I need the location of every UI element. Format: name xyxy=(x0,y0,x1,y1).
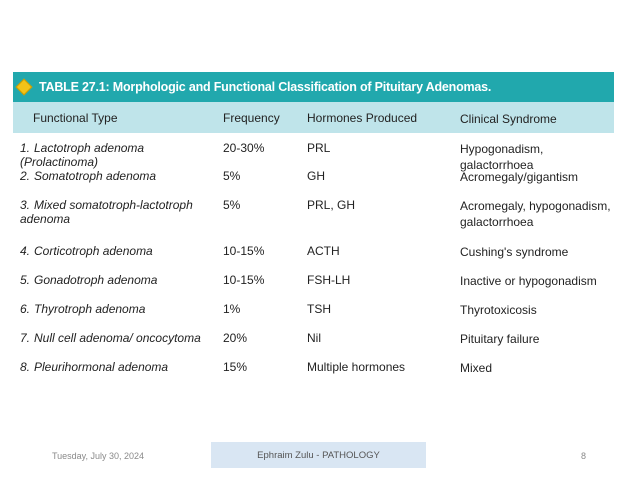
row-type: Gonadotroph adenoma xyxy=(34,273,158,287)
table-title: TABLE 27.1: Morphologic and Functional Classification of Pituitary Adenomas. xyxy=(39,80,492,94)
row-clinical: Pituitary failure xyxy=(460,332,540,346)
row-frequency: 10-15% xyxy=(223,273,265,287)
row-hormones: PRL xyxy=(307,141,331,155)
row-number: 7. xyxy=(20,331,31,345)
pituitary-adenoma-table xyxy=(13,72,614,392)
row-frequency: 20-30% xyxy=(223,141,265,155)
row-frequency: 10-15% xyxy=(223,244,265,258)
row-clinical: Acromegaly/gigantism xyxy=(460,170,579,184)
row-clinical: Mixed xyxy=(460,361,493,375)
row-clinical: Acromegaly, hypogonadism, galactorrhoea xyxy=(460,199,611,229)
footer-author: Ephraim Zulu - PATHOLOGY xyxy=(257,449,380,461)
header-functional-type: Functional Type xyxy=(33,111,118,125)
header-frequency: Frequency xyxy=(223,111,280,125)
header-hormones: Hormones Produced xyxy=(307,111,418,125)
row-number: 1. xyxy=(20,141,31,155)
row-number: 3. xyxy=(20,198,31,212)
page-number: 8 xyxy=(581,451,587,461)
row-type: Mixed somatotroph-lactotroph adenoma xyxy=(20,198,193,226)
row-type: Null cell adenoma/ oncocytoma xyxy=(34,331,201,345)
row-type: Somatotroph adenoma xyxy=(34,169,157,183)
row-frequency: 5% xyxy=(223,198,241,212)
table-body xyxy=(13,133,614,392)
row-clinical: Hypogonadism, galactorrhoea xyxy=(460,142,544,172)
row-hormones: TSH xyxy=(307,302,331,316)
header-clinical-syndrome: Clinical Syndrome xyxy=(460,112,557,126)
row-type: Lactotroph adenoma (Prolactinoma) xyxy=(20,141,145,169)
table-header-row xyxy=(13,102,614,133)
row-frequency: 1% xyxy=(223,302,241,316)
row-clinical: Thyrotoxicosis xyxy=(460,303,537,317)
row-hormones: GH xyxy=(307,169,325,183)
footer-date: Tuesday, July 30, 2024 xyxy=(52,451,145,461)
row-frequency: 20% xyxy=(223,331,248,345)
footer-author-box xyxy=(211,442,426,468)
row-type: Corticotroph adenoma xyxy=(34,244,153,258)
row-number: 4. xyxy=(20,244,31,258)
row-hormones: FSH-LH xyxy=(307,273,351,287)
row-number: 8. xyxy=(20,360,31,374)
row-hormones: ACTH xyxy=(307,244,340,258)
table-title-bar xyxy=(13,72,614,102)
row-hormones: PRL, GH xyxy=(307,198,356,212)
row-frequency: 5% xyxy=(223,169,241,183)
row-number: 6. xyxy=(20,302,31,316)
row-number: 5. xyxy=(20,273,31,287)
row-clinical: Inactive or hypogonadism xyxy=(460,274,597,288)
row-type: Thyrotroph adenoma xyxy=(34,302,146,316)
row-hormones: Nil xyxy=(307,331,321,345)
row-number: 2. xyxy=(20,169,31,183)
row-type: Pleurihormonal adenoma xyxy=(34,360,169,374)
row-clinical: Cushing's syndrome xyxy=(460,245,569,259)
row-hormones: Multiple hormones xyxy=(307,360,406,374)
row-frequency: 15% xyxy=(223,360,248,374)
diamond-icon xyxy=(13,72,35,102)
